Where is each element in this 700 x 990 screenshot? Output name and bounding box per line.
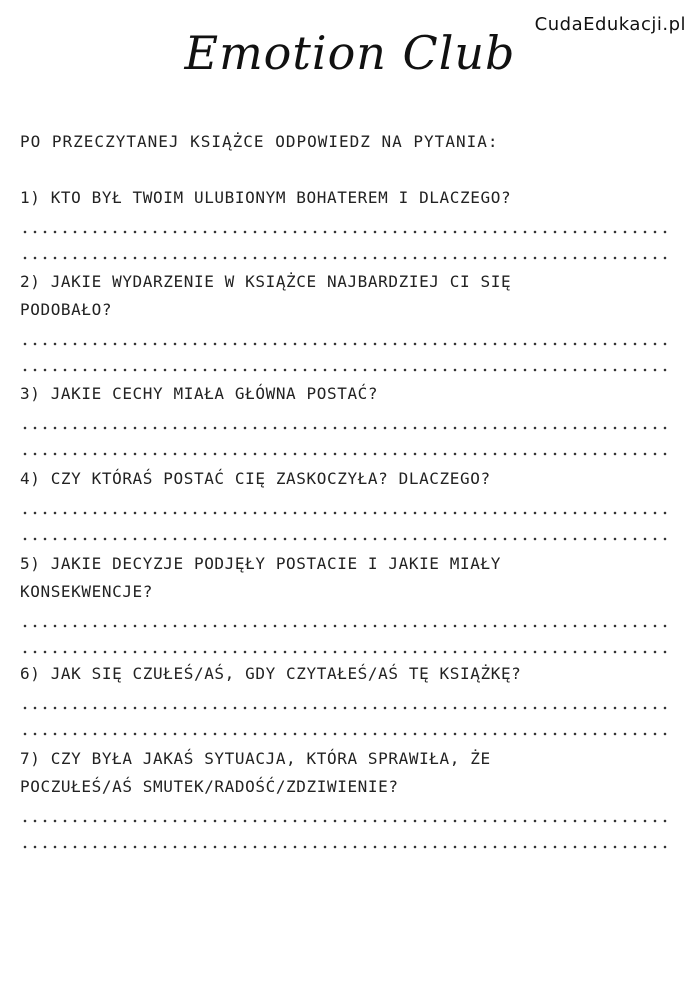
question-text: PODOBAŁO?: [20, 300, 113, 319]
answer-line[interactable]: [20, 352, 668, 376]
page-title: Emotion Club: [184, 26, 516, 80]
question-text: 3) JAKIE CECHY MIAŁA GŁÓWNA POSTAĆ?: [20, 384, 379, 403]
brand-watermark: CudaEdukacji.pl: [534, 14, 686, 35]
question-block-4: [20, 465, 670, 545]
question-block-5: [20, 550, 670, 658]
answer-line[interactable]: [20, 716, 668, 740]
answer-line[interactable]: [20, 495, 668, 519]
question-block-7: [20, 745, 670, 853]
question-text: 5) JAKIE DECYZJE PODJĘŁY POSTACIE I JAKIE MIAŁY: [20, 554, 501, 573]
intro-instruction: PO PRZECZYTANEJ KSIĄŻCE ODPOWIEDZ NA PYTANIA:: [20, 132, 499, 151]
answer-line[interactable]: [20, 521, 668, 545]
answer-line[interactable]: [20, 240, 668, 264]
answer-line[interactable]: [20, 634, 668, 658]
question-text: 7) CZY BYŁA JAKAŚ SYTUACJA, KTÓRA SPRAWIŁA, ŻE: [20, 749, 491, 768]
question-text: 4) CZY KTÓRAŚ POSTAĆ CIĘ ZASKOCZYŁA? DLACZEGO?: [20, 469, 491, 488]
answer-line[interactable]: [20, 326, 668, 350]
question-text: 6) JAK SIĘ CZUŁEŚ/AŚ, GDY CZYTAŁEŚ/AŚ TĘ KSIĄŻKĘ?: [20, 664, 522, 683]
answer-line[interactable]: [20, 803, 668, 827]
question-text: POCZUŁEŚ/AŚ SMUTEK/RADOŚĆ/ZDZIWIENIE?: [20, 777, 399, 796]
question-text: 1) KTO BYŁ TWOIM ULUBIONYM BOHATEREM I DLACZEGO?: [20, 188, 512, 207]
answer-line[interactable]: [20, 214, 668, 238]
question-block-3: [20, 380, 670, 460]
question-text: 2) JAKIE WYDARZENIE W KSIĄŻCE NAJBARDZIEJ CI SIĘ: [20, 272, 512, 291]
question-block-6: [20, 660, 670, 740]
question-text: KONSEKWENCJE?: [20, 582, 154, 601]
answer-line[interactable]: [20, 829, 668, 853]
answer-line[interactable]: [20, 690, 668, 714]
answer-line[interactable]: [20, 608, 668, 632]
question-block-2: [20, 268, 670, 376]
question-block-1: [20, 184, 670, 264]
answer-line[interactable]: [20, 436, 668, 460]
answer-line[interactable]: [20, 410, 668, 434]
